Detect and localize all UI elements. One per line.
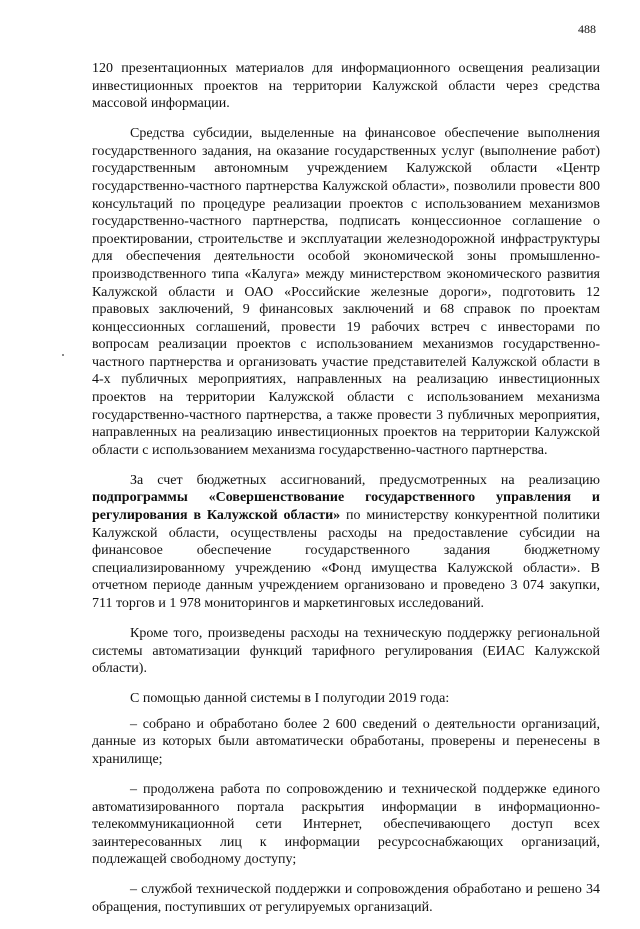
subprogram-title: подпрограммы «Совершенствование государственного управления и регулирования в Калужской области» [92, 490, 600, 524]
list-item-portal-support: – продолжена работа по сопровождению и технической поддержке единого автоматизированного портала раскрытия информации в информационно-телекоммуникационной сети Интернет, обеспечивающего доступ всех заинтересованных лиц к информации ресурсоснабжающих организаций, подлежащей свободному доступу; [92, 781, 600, 868]
paragraph-subprogram-rest: по министерству конкурентной политики Калужской области, осуществлены расходы на предоставление субсидии на финансовое обеспечение государственного задания бюджетному специализированному учреждению «Фонд имущества Калужской области». В отчетном периоде данным учреждением организовано и проведено 3 074 закупки, 711 торгов и 1 978 мониторингов и маркетинговых исследований. [92, 508, 600, 611]
list-item-support-requests: – службой технической поддержки и сопровождения обработано и решено 34 обращения, поступивших от регулируемых организаций. [92, 882, 600, 915]
document-body [92, 60, 600, 929]
paragraph-eias-support: Кроме того, произведены расходы на техническую поддержку региональной системы автоматизации функций тарифного регулирования (ЕИАС Калужской области). [92, 625, 600, 677]
list-item-collected-data: – собрано и обработано более 2 600 сведений о деятельности организаций, данные из которых были автоматически обработаны, проверены и перенесены в хранилище; [92, 716, 600, 767]
paragraph-system-intro: С помощью данной системы в I полугодии 2019 года: [130, 691, 450, 707]
scan-speck [62, 354, 64, 356]
paragraph-subprogram-funding [92, 472, 600, 613]
paragraph-presentations: 120 презентационных материалов для информационного освещения реализации инвестиционных проектов на территории Калужской области через средства массовой информации. [92, 61, 600, 112]
paragraph-ppp-center-subsidy: Средства субсидии, выделенные на финансовое обеспечение выполнения государственного задания, на оказание государственных услуг (выполнение работ) государственным автономным учреждением Калужской области «Центр государственно-частного партнерства Калужской области», позволили провести 800 консультаций по процедуре реализации проектов с использованием механизмов государственно-частного партнерства, подписать концессионное соглашение о проектировании, строительстве и эксплуатации железнодорожной инфраструктуры для обеспечения деятельности особой экономической зоны промышленно-производственного типа «Калуга» между министерством экономического развития Калужской области и ОАО «Российские железные дороги», подготовить 12 правовых заключений, 9 финансовых заключений и 68 справок по проектам концессионных соглашений, провести 19 рабочих встреч с инвесторами по вопросам реализации проектов с использованием механизмов государственно-частного партнерства и организовать участие представителей Калужской области в 4-х публичных мероприятиях, направленных на реализацию инвестиционных проектов на территории Калужской области с использованием механизма государственно-частного партнерства, а также провести 3 публичных мероприятия, направленных на реализацию инвестиционных проектов на территории Калужской области с использованием механизма государственно-частного партнерства. [92, 126, 600, 458]
page-number: 488 [578, 22, 596, 36]
paragraph-subprogram-intro: За счет бюджетных ассигнований, предусмотренных на реализацию [130, 472, 600, 488]
